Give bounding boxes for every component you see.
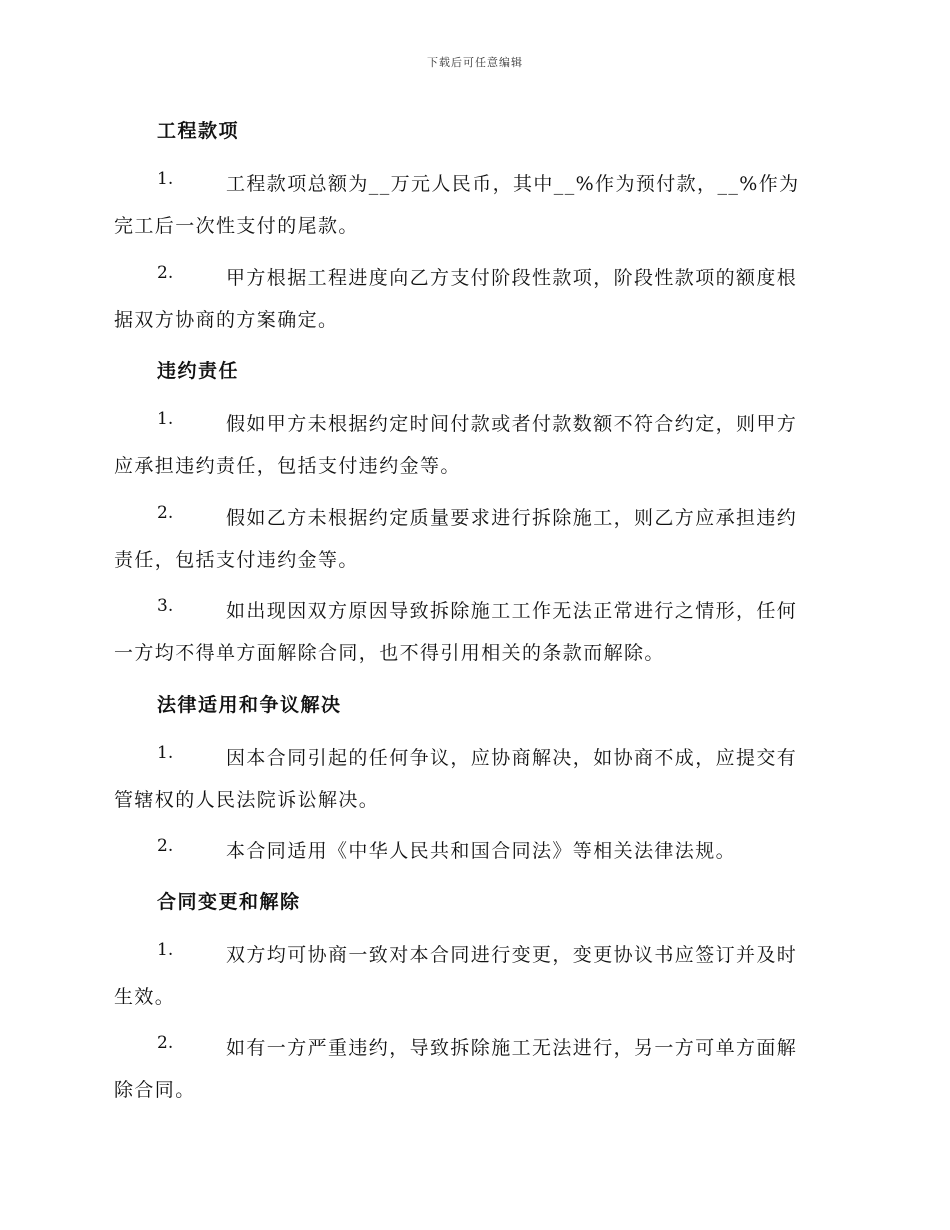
clause-text: 甲方根据工程进度向乙方支付阶段性款项，阶段性款项的额度根 [226,267,798,289]
clause-number: 1. [157,743,174,763]
section-heading: 违约责任 [157,360,240,382]
clause-number: 1. [157,940,174,960]
clause-text: 工程款项总额为__万元人民币，其中__%作为预付款，__%作为 [226,173,800,195]
section-heading: 工程款项 [157,120,240,142]
clause-text-continued: 据双方协商的方案确定。 [114,309,339,331]
clause-text-continued: 完工后一次性支付的尾款。 [114,215,359,237]
clause-text-continued: 生效。 [114,986,176,1008]
clause-text: 假如甲方未根据约定时间付款或者付款数额不符合约定，则甲方 [226,413,798,435]
clause-text: 如有一方严重违约，导致拆除施工无法进行，另一方可单方面解 [226,1037,798,1059]
clause-text-continued: 一方均不得单方面解除合同，也不得引用相关的条款而解除。 [114,642,665,664]
clause-number: 2. [157,1033,174,1053]
clause-text: 如出现因双方原因导致拆除施工工作无法正常进行之情形，任何 [226,600,798,622]
clause-text: 双方均可协商一致对本合同进行变更，变更协议书应签订并及时 [226,944,798,966]
page-header: 下载后可任意编辑 [427,56,523,69]
clause-number: 2. [157,503,174,523]
clause-text: 因本合同引起的任何争议，应协商解决，如协商不成，应提交有 [226,747,798,769]
section-heading: 法律适用和争议解决 [157,694,342,716]
clause-text: 本合同适用《中华人民共和国合同法》等相关法律法规。 [226,840,737,862]
clause-text-continued: 责任，包括支付违约金等。 [114,549,359,571]
section-heading: 合同变更和解除 [157,891,301,913]
clause-number: 3. [157,596,174,616]
clause-text-continued: 管辖权的人民法院诉讼解决。 [114,789,380,811]
clause-number: 1. [157,409,174,429]
clause-number: 2. [157,836,174,856]
clause-number: 2. [157,263,174,283]
clause-text-continued: 应承担违约责任，包括支付违约金等。 [114,455,461,477]
clause-text-continued: 除合同。 [114,1079,196,1101]
clause-number: 1. [157,169,174,189]
clause-text: 假如乙方未根据约定质量要求进行拆除施工，则乙方应承担违约 [226,507,798,529]
